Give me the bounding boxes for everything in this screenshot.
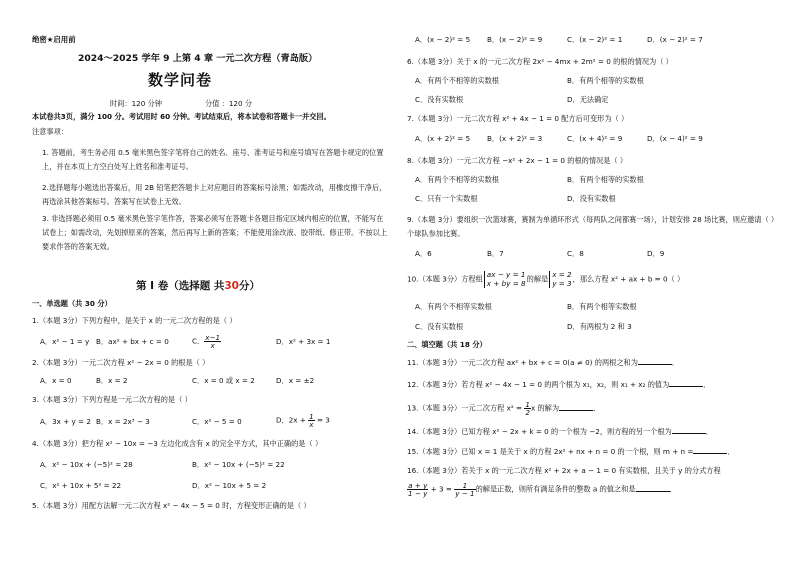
question-10-option-b[interactable]: B．有两个相等实数根: [567, 302, 637, 311]
question-9-option-c[interactable]: C．8: [567, 249, 584, 258]
question-16-line-1: 16.（本题 3分）若关于 x 的一元二次方程 x² + 2x + a − 1 = 0 有实数根，且关于 y 的分式方程: [407, 466, 721, 475]
question-16-line-2: $\frac{a + y}{1 - y}$ + 3 = $\frac{1}{y - 1}$ 的解是正数，则所有满足条件的整数 a 的值之和是 ．: [408, 481, 677, 499]
question-6-stem: 6.（本题 3分）关于 x 的一元二次方程 2x² − 4mx + 2m² = 0 的根的情况为（ ）: [407, 57, 673, 66]
question-9-option-d[interactable]: D．9: [647, 249, 665, 258]
question-2-option-d[interactable]: D．x = ±2: [276, 376, 315, 385]
question-5-option-d[interactable]: D．(x − 2)² = 7: [647, 35, 703, 44]
question-4-option-d[interactable]: D．x² − 10x + 5 = 2: [192, 481, 267, 490]
question-5-option-a[interactable]: A．(x − 2)² = 5: [415, 35, 471, 44]
question-6-option-d[interactable]: D．无法确定: [567, 95, 609, 104]
question-3-option-b[interactable]: B．x = 2x³ − 3: [96, 417, 150, 426]
answer-blank[interactable]: [672, 427, 706, 434]
question-3-stem: 3.（本题 3分）下列方程是一元二次方程的是（ ）: [32, 395, 192, 404]
question-2-option-a[interactable]: A．x = 0: [40, 376, 72, 385]
solution-system: x = 2 y = 3: [549, 271, 571, 288]
equation-system: ax − y = 1 x + by = 8: [484, 271, 526, 288]
exam-intro: 本试卷共3页，满分 100 分。考试用时 60 分钟。考试结束后，将本试卷和答题卡一并交回。: [32, 112, 331, 121]
section-1-title: 第 I 卷（选择题 共30分）: [136, 280, 260, 292]
question-4-option-b[interactable]: B．x² − 10x + (−5)² = 22: [192, 460, 285, 469]
subject-title: 数学问卷: [148, 71, 213, 89]
question-7-option-a[interactable]: A．(x + 2)² = 5: [415, 134, 471, 143]
question-8-option-b[interactable]: B．有两个相等的实数根: [567, 175, 644, 184]
question-1-option-a[interactable]: A．x² − 1 = y: [40, 337, 90, 346]
question-5-stem: 5.（本题 3分）用配方法解一元二次方程 x² − 4x − 5 = 0 时，方程变形正确的是（ ）: [32, 501, 311, 510]
question-7-option-c[interactable]: C．(x + 4)² = 9: [567, 134, 623, 143]
fraction: $\frac{1}{y - 1}$: [455, 481, 475, 499]
answer-blank[interactable]: [693, 447, 727, 454]
top-secret-label: 绝密★启用前: [32, 35, 76, 44]
question-15: 15.（本题 3分）已知 x = 1 是关于 x 的方程 2x² + nx + n = 0 的一个根，则 m + n = ．: [407, 447, 735, 456]
time-label: 时间：120 分钟: [110, 99, 162, 108]
fraction: $\frac{a + y}{1 - y}$: [408, 481, 428, 499]
question-3-option-a[interactable]: A．3x + y = 2: [40, 417, 91, 426]
question-11: 11.（本题 3分）一元二次方程 ax² + bx + c = 0(a ≠ 0) 的两根之和为 ．: [407, 358, 680, 367]
question-8-stem: 8.（本题 3分）一元二次方程 −x² + 2x − 1 = 0 的根的情况是（ ）: [407, 156, 628, 165]
question-10-option-c[interactable]: C．没有实数根: [415, 322, 464, 331]
question-7-stem: 7.（本题 3分）一元二次方程 x² + 4x − 1 = 0 配方后可变形为（ ）: [407, 114, 629, 123]
question-4-stem: 4.（本题 3分）把方程 x² − 10x = −3 左边化成含有 x 的完全平方式，其中正确的是（ ）: [32, 439, 323, 448]
fraction: $\frac{1}{x}$: [309, 412, 314, 430]
question-1-option-c[interactable]: C． $\frac{x-1}{x}$: [192, 333, 221, 351]
fraction: $\frac{x-1}{x}$: [205, 333, 221, 351]
question-6-option-a[interactable]: A．有两个不相等的实数根: [415, 76, 499, 85]
exam-title: 2024～2025 学年 9 上第 4 章 一元二次方程（青岛版）: [78, 53, 318, 64]
question-3-option-c[interactable]: C．x² − 5 = 0: [192, 417, 242, 426]
question-9-option-b[interactable]: B．7: [487, 249, 504, 258]
question-8-option-d[interactable]: D．没有实数根: [567, 194, 616, 203]
answer-blank[interactable]: [636, 485, 670, 492]
answer-blank[interactable]: [669, 380, 703, 387]
fraction: $\frac{1}{2}$: [525, 400, 530, 418]
question-8-option-a[interactable]: A．有两个不相等的实数根: [415, 175, 499, 184]
note-1: 1. 答题前，考生务必用 0.5 毫米黑色签字笔将自己的姓名、座号、准考证号和座号填写在答题卡规定的位置上，并在本页上方空白处写上姓名和准考证号。: [42, 148, 384, 172]
answer-blank[interactable]: [638, 358, 672, 365]
question-4-option-c[interactable]: C．x² + 10x + 5² = 22: [40, 481, 122, 490]
question-6-option-c[interactable]: C．没有实数根: [415, 95, 464, 104]
question-12: 12.（本题 3分）若方程 x² − 4x − 1 = 0 的两个根为 x₁，x₂，则 x₁ + x₂ 的值为 ．: [407, 380, 711, 389]
question-10-stem: 10.（本题 3分）方程组 ax − y = 1 x + by = 8 的解是 x = 2 y = 3 ，那么方程 x² + ax + b = 0（ ）: [407, 270, 685, 288]
section-1-heading: 一、单选题（共 30 分）: [32, 299, 112, 308]
question-14: 14.（本题 3分）已知方程 x² − 2x + k = 0 的一个根为 −2，则方程的另一个根为 ．: [407, 427, 713, 436]
question-5-option-b[interactable]: B．(x − 2)² = 9: [487, 35, 543, 44]
question-7-option-b[interactable]: B．(x + 2)² = 3: [487, 134, 543, 143]
question-10-option-a[interactable]: A．有两个不相等实数根: [415, 302, 492, 311]
question-3-option-d[interactable]: D．2x + $\frac{1}{x}$ = 3: [276, 412, 330, 430]
question-2-option-b[interactable]: B．x = 2: [96, 376, 128, 385]
question-1-option-d[interactable]: D．x² + 3x = 1: [276, 337, 331, 346]
question-7-option-d[interactable]: D．(x − 4)² = 9: [647, 134, 703, 143]
question-8-option-c[interactable]: C．只有一个实数根: [415, 194, 478, 203]
question-1-option-b[interactable]: B．ax² + bx + c = 0: [96, 337, 169, 346]
question-2-option-c[interactable]: C．x = 0 或 x = 2: [192, 376, 255, 385]
notes-title: 注意事项：: [32, 127, 68, 136]
question-2-stem: 2.（本题 3分）一元二次方程 x² − 2x = 0 的根是（ ）: [32, 358, 210, 367]
question-9-option-a[interactable]: A．6: [415, 249, 432, 258]
question-4-option-a[interactable]: A．x² − 10x + (−5)² = 28: [40, 460, 133, 469]
note-2: 2.选择题每小题选出答案后，用 2B 铅笔把答题卡上对应题目的答案标号涂黑；如需改动，用橡皮擦干净后，再选涂其他答案标号。答案写在试卷上无效。: [42, 183, 387, 207]
question-9-stem: 9.（本题 3分）要组织一次篮球赛，赛制为单循环形式（每两队之间都赛一场），计划安排 28 场比赛，则应邀请（ ）个球队参加比赛。: [407, 215, 779, 239]
score-label: 分值 ：120 分: [205, 99, 253, 108]
question-10-option-d[interactable]: D．有两根为 2 和 3: [567, 322, 632, 331]
section-2-heading: 二、填空题（共 18 分）: [407, 340, 487, 349]
question-6-option-b[interactable]: B．有两个相等的实数根: [567, 76, 644, 85]
answer-blank[interactable]: [559, 404, 593, 411]
question-13: 13.（本题 3分）一元二次方程 x² = $\frac{1}{2}$ x 的解为 ．: [407, 400, 601, 418]
note-3: 3. 非选择题必须用 0.5 毫米黑色签字笔作答，答案必须写在答题卡各题目指定区域内相应的位置，不能写在试卷上；如需改动，先划掉原来的答案，然后再写上新的答案；不能使用涂改液、胶带纸、修正带。不按以上要求作答的答案无效。: [42, 214, 388, 252]
question-5-option-c[interactable]: C．(x − 2)² = 1: [567, 35, 623, 44]
question-1-stem: 1.（本题 3分）下列方程中，是关于 x 的一元二次方程的是（ ）: [32, 316, 237, 325]
